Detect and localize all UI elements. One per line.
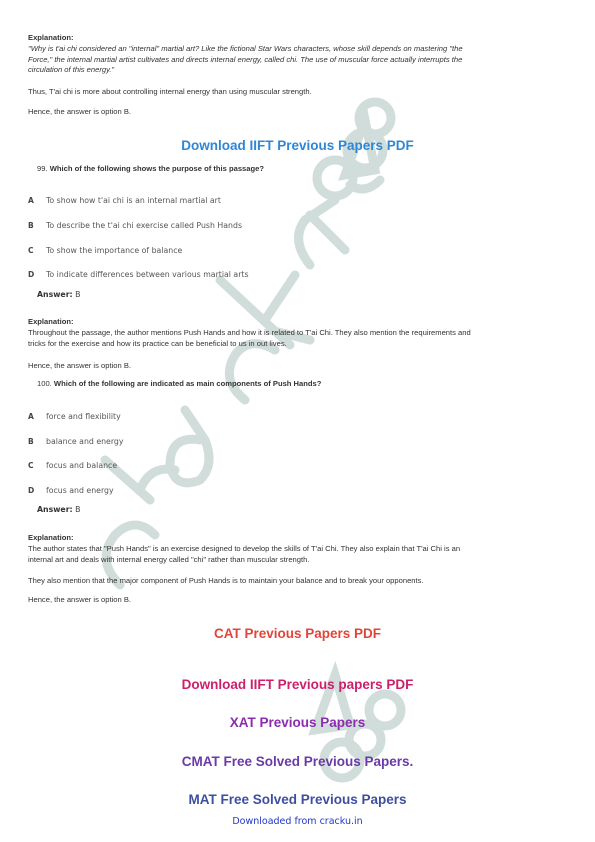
xat-papers-link[interactable]: XAT Previous Papers bbox=[229, 715, 366, 730]
answer-value: B bbox=[75, 505, 81, 514]
explanation-99 bbox=[28, 328, 558, 349]
question-number: 100. bbox=[37, 379, 52, 388]
explanation-thus: Thus, T'ai chi is more about controlling internal energy than using muscular strength. bbox=[28, 87, 312, 96]
download-iift-link[interactable]: Download IIFT Previous Papers PDF bbox=[181, 138, 414, 153]
cmat-papers-link[interactable]: CMAT Free Solved Previous Papers. bbox=[181, 754, 414, 769]
mat-papers-link[interactable]: MAT Free Solved Previous Papers bbox=[188, 792, 407, 807]
explanation-mention: They also mention that the major component of Push Hands is to maintain your balance and to break your opponents. bbox=[28, 576, 424, 585]
question-100 bbox=[37, 379, 321, 388]
explanation-hence: Hence, the answer is option B. bbox=[28, 361, 131, 370]
option-text: focus and balance bbox=[46, 461, 118, 470]
option-letter: A bbox=[28, 196, 34, 205]
option-text: balance and energy bbox=[46, 437, 124, 446]
explanation-hence: Hence, the answer is option B. bbox=[28, 107, 131, 116]
quote-line: circulation of this energy." bbox=[28, 65, 115, 74]
option-b[interactable] bbox=[28, 221, 242, 230]
option-letter: D bbox=[28, 270, 35, 279]
option-letter: B bbox=[28, 221, 34, 230]
quote-line: "Why is t'ai chi considered an "internal" martial art? Like the fictional Star Wars characters, whose skill depends on mastering "the bbox=[28, 44, 463, 53]
question-number: 99. bbox=[37, 164, 48, 173]
explanation-label: Explanation: bbox=[28, 33, 74, 42]
explanation-line: internal art and deals with internal energy called "chi" rather than muscular strength. bbox=[28, 554, 310, 564]
option-d[interactable] bbox=[28, 270, 249, 279]
answer-99 bbox=[37, 290, 81, 299]
option-letter: B bbox=[28, 437, 34, 446]
option-letter: C bbox=[28, 246, 34, 255]
question-text: Which of the following shows the purpose of this passage? bbox=[49, 164, 265, 173]
cat-papers-link[interactable]: CAT Previous Papers PDF bbox=[213, 626, 382, 641]
option-c[interactable] bbox=[28, 246, 182, 255]
answer-value: B bbox=[75, 290, 81, 299]
answer-100 bbox=[37, 505, 81, 514]
explanation-quote bbox=[28, 44, 558, 76]
option-text: To show the importance of balance bbox=[46, 246, 183, 255]
option-text: To describe the t'ai chi exercise called Push Hands bbox=[46, 221, 243, 230]
question-text: Which of the following are indicated as main components of Push Hands? bbox=[53, 379, 322, 388]
explanation-line: tricks for the exercise and how its practice can be beneficial to us in out lives. bbox=[28, 338, 287, 348]
quote-line: Force," the internal martial artist cultivates and directs internal energy, called chi. The use of muscular force actually interrupts the bbox=[28, 54, 463, 64]
explanation-hence: Hence, the answer is option B. bbox=[28, 595, 131, 604]
explanation-100 bbox=[28, 544, 558, 565]
option-text: To show how t'ai chi is an internal martial art bbox=[46, 196, 221, 205]
answer-label: Answer: bbox=[37, 505, 73, 514]
explanation-label: Explanation: bbox=[28, 317, 74, 326]
explanation-line: Throughout the passage, the author mentions Push Hands and how it is related to T'ai Chi. They also mention the requirements and bbox=[28, 328, 471, 337]
option-a[interactable] bbox=[28, 196, 221, 205]
explanation-label: Explanation: bbox=[28, 533, 74, 542]
option-text: focus and energy bbox=[46, 486, 114, 495]
option-b[interactable] bbox=[28, 437, 124, 446]
option-c[interactable] bbox=[28, 461, 117, 470]
option-text: force and flexibility bbox=[46, 412, 121, 421]
option-letter: C bbox=[28, 461, 34, 470]
footer-download-link[interactable]: Downloaded from cracku.in bbox=[232, 816, 363, 827]
option-a[interactable] bbox=[28, 412, 121, 421]
question-99 bbox=[37, 164, 264, 173]
option-text: To indicate differences between various martial arts bbox=[46, 270, 249, 279]
answer-label: Answer: bbox=[37, 290, 73, 299]
option-letter: D bbox=[28, 486, 35, 495]
option-letter: A bbox=[28, 412, 34, 421]
explanation-line: The author states that "Push Hands" is an exercise designed to develop the skills of T'ai Chi. They also explain that T'ai Chi is an bbox=[28, 544, 461, 553]
option-d[interactable] bbox=[28, 486, 114, 495]
iift-papers-link[interactable]: Download IIFT Previous papers PDF bbox=[181, 677, 414, 692]
